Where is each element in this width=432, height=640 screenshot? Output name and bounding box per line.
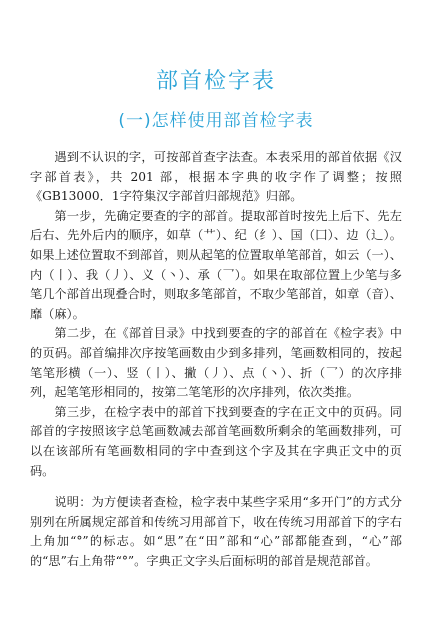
paragraph-step-three: 第三步，在检字表中的部首下找到要查的字在正文中的页码。同部首的字按照该字总笔画数减去部首笔画数所剩余的笔画数排列，可以在该部所有笔画数相同的字中查到这个字及其在字典正文中的页码。 (30, 404, 402, 478)
paragraph-note: 说明：为方便读者查检，检字表中某些字采用“多开门”的方式分别列在所属规定部首和传统习用部首下，收在传统习用部首下的字右上角加“°”的标志。如“思”在“田”部和“心”部都能查到，“心”部的“思”右上角带“°”。字典正文字头后面标明的部首是规范部首。 (30, 495, 402, 568)
body-text (30, 148, 402, 571)
page-title: 部首检字表 (155, 69, 276, 94)
paragraph-step-two: 第二步，在《部首目录》中找到要查的字的部首在《检字表》中的页码。部首编排次序按笔画数由少到多排列，笔画数相同的，按起笔笔形横（一）、竖（丨）、撇（丿）、点（丶）、折（乛）的次序排列，起笔笔形相同的，按第二笔笔形的次序排列，依次类推。 (30, 326, 402, 400)
page (30, 0, 402, 640)
paragraph-intro: 遇到不认识的字，可按部首查字法查。本表采用的部首依据《汉字部首表》，共 201 部，根据本字典的收字作了调整；按照《GB13000．1字符集汉字部首归部规范》归部。 (30, 150, 402, 204)
paragraph-step-one: 第一步，先确定要查的字的部首。提取部首时按先上后下、先左后右、先外后内的顺序，如草（艹）、纪（纟）、国（囗）、边（辶）。如果上述位置取不到部首，则从起笔的位置取单笔部首，如云（一）、内（丨）、我（丿）、义（丶）、承（乛）。如果在取部位置上少笔与多笔几个部首出现叠合时，则取多笔部首，不取少笔部首，如章（音）、靡（麻）。 (30, 208, 402, 321)
paragraph-spacer (30, 481, 402, 493)
section-title: (一)怎样使用部首检字表 (118, 111, 314, 131)
